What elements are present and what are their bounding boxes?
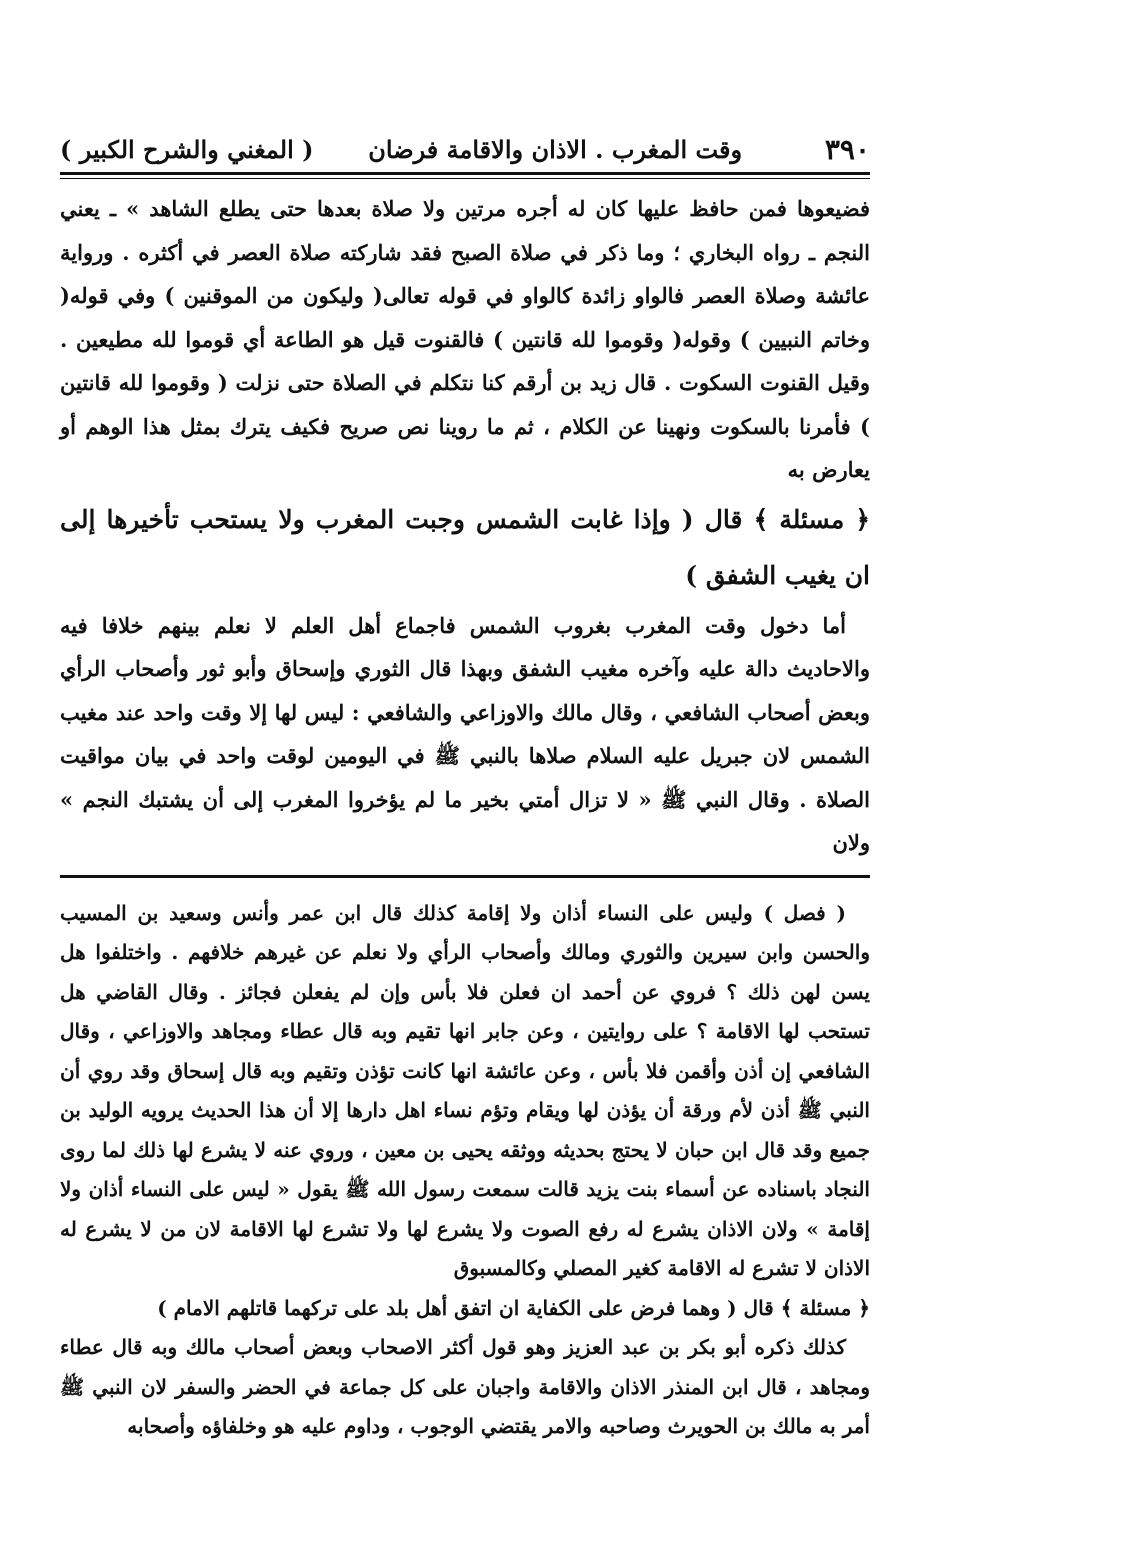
chapter-title: وقت المغرب . الاذان والاقامة فرضان	[368, 135, 743, 164]
page-header	[60, 118, 870, 170]
header-divider	[60, 172, 870, 179]
commentary-masala-heading: ﴿ مسئلة ﴾ قال ( وهما فرض على الكفاية ان اتفق أهل بلد على تركهما قاتلهم الامام )	[157, 1295, 870, 1320]
section-divider	[60, 875, 870, 878]
commentary-section	[60, 894, 870, 1447]
main-paragraph-1: فضيعوها فمن حافظ عليها كان له أجره مرتين ولا صلاة بعدها حتى يطلع الشاهد » ـ يعني النجم ـ رواه البخاري ؛ وما ذكر في صلاة الصبح فقد شاركته صلاة العصر في أكثره . ورواية عائشة وصلاة العصر فالواو زائدة كالواو في قوله تعالى( وليكون من الموقنين ) وفي قوله( وخاتم النبيين ) وقوله( وقوموا لله قانتين ) فالقنوت قيل هو الطاعة أي قوموا لله مطيعين . وقيل القنوت السكوت . قال زيد بن أرقم كنا نتكلم في الصلاة حتى نزلت ( وقوموا لله قانتين ) فأمرنا بالسكوت ونهينا عن الكلام ، ثم ما روينا نص صريح فكيف يترك بمثل هذا الوهم أو يعارض به	[60, 196, 870, 482]
masala-heading: ﴿ مسئلة ﴾ قال ( وإذا غابت الشمس وجبت المغرب ولا يستحب تأخيرها إلى ان يغيب الشفق )	[60, 504, 870, 590]
page-number: ٣٩٠	[824, 133, 870, 166]
commentary-paragraph-2: كذلك ذكره أبو بكر بن عبد العزيز وهو قول أكثر الاصحاب وبعض أصحاب مالك وبه قال عطاء ومجاهد ، قال ابن المنذر الاذان والاقامة واجبان على كل جماعة في الحضر والسفر لان النبي ﷺ أمر به مالك بن الحويرث وصاحبه والامر يقتضي الوجوب ، وداوم عليه هو وخلفاؤه وأصحابه	[60, 1335, 870, 1438]
main-paragraph-2: أما دخول وقت المغرب بغروب الشمس فاجماع أهل العلم لا نعلم بينهم خلافا فيه والاحاديث دالة عليه وآخره مغيب الشفق وبهذا قال الثوري وإسحاق وأبو ثور وأصحاب الرأي وبعض أصحاب الشافعي ، وقال مالك والاوزاعي والشافعي : ليس لها إلا وقت واحد عند مغيب الشمس لان جبريل عليه السلام صلاها بالنبي ﷺ في اليومين لوقت واحد في بيان مواقيت الصلاة . وقال النبي ﷺ « لا تزال أمتي بخير ما لم يؤخروا المغرب إلى أن يشتبك النجم » ولان	[60, 612, 870, 855]
commentary-paragraph-1: ( فصل ) وليس على النساء أذان ولا إقامة كذلك قال ابن عمر وأنس وسعيد بن المسيب والحسن وابن سيرين والثوري ومالك وأصحاب الرأي ولا نعلم عن غيرهم خلافهم . واختلفوا هل يسن لهن ذلك ؟ فروي عن أحمد ان فعلن فلا بأس وإن لم يفعلن فجائز . وقال القاضي هل تستحب لها الاقامة ؟ على روايتين ، وعن جابر انها تقيم وبه قال عطاء ومجاهد والاوزاعي ، وقال الشافعي إن أذن وأقمن فلا بأس ، وعن عائشة انها كانت تؤذن وتقيم وبه قال إسحاق وقد روي أن النبي ﷺ أذن لأم ورقة أن يؤذن لها ويقام وتؤم نساء اهل دارها إلا أن هذا الحديث يرويه الوليد بن جميع وقد قال ابن حبان لا يحتج بحديثه ووثقه يحيى بن معين ، وروي عنه لا يشرع لها ذلك لما روى النجاد باسناده عن أسماء بنت يزيد قالت سمعت رسول الله ﷺ يقول « ليس على النساء أذان ولا إقامة » ولان الاذان يشرع له رفع الصوت ولا يشرع لها ولا تشرع لها الاقامة لان من لا يشرع له الاذان لا تشرع له الاقامة كغير المصلي وكالمسبوق	[60, 900, 870, 1280]
book-page	[60, 118, 870, 1458]
book-title: ( المغني والشرح الكبير )	[60, 135, 314, 164]
main-text-section	[60, 187, 870, 865]
